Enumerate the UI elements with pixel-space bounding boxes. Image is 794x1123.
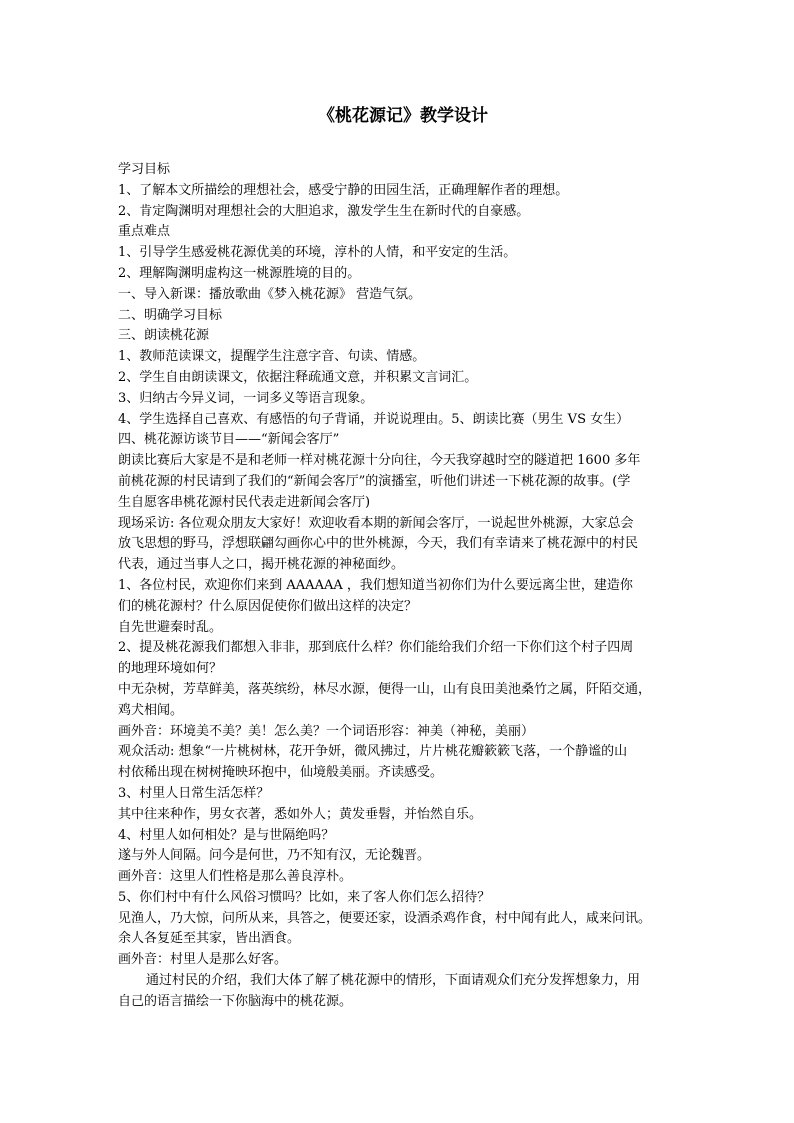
text-line: 自己的语言描绘一下你脑海中的桃花源。 — [118, 993, 353, 1009]
text-line: 画外音：环境美不美？美！怎么美？一个词语形容：神美（神秘，美丽） — [118, 723, 535, 739]
text-line: 1、各位村民，欢迎你们来到 AAAAAA ，我们想知道当初你们为什么要远离尘世，建造你 — [118, 577, 633, 593]
text-line: 见渔人，乃大惊，问所从来，具答之，便要还家，设酒杀鸡作食，村中闻有此人，咸来问讯。 — [118, 910, 652, 926]
text-line: 三、朗读桃花源 — [118, 328, 210, 344]
text-line: 代表，通过当事人之口，揭开桃花源的神秘面纱。 — [118, 557, 405, 573]
text-line: 余人各复延至其家，皆出酒食。 — [118, 931, 301, 947]
text-line: 2、提及桃花源我们都想入非非，那到底什么样？你们能给我们介绍一下你们这个村子四周 — [118, 640, 634, 656]
text-line: 朗读比赛后大家是不是和老师一样对桃花源十分向往，今天我穿越时空的隧道把 1600 多年 — [118, 453, 641, 469]
text-line: 通过村民的介绍，我们大体了解了桃花源中的情形，下面请观众们充分发挥想象力，用 — [146, 973, 641, 989]
document-body — [118, 160, 678, 1013]
text-line: 鸡犬相闻。 — [118, 702, 184, 718]
text-line: 3、村里人日常生活怎样？ — [118, 785, 270, 801]
text-line: 放飞思想的野马，浮想联翩勾画你心中的世外桃源，今天，我们有幸请来了桃花源中的村民 — [118, 536, 639, 552]
text-line: 1、教师范读课文，提醒学生注意字音、句读、情感。 — [118, 349, 426, 365]
text-line: 画外音：这里人们性格是那么善良淳朴。 — [118, 869, 353, 885]
text-line: 村依稀出现在树树掩映环抱中，仙境般美丽。齐读感受。 — [118, 765, 444, 781]
text-line: 重点难点 — [118, 224, 171, 240]
text-line: 们的桃花源村？什么原因促使你们做出这样的决定？ — [118, 598, 418, 614]
text-line: 四、桃花源访谈节目——“新闻会客厅” — [118, 432, 340, 448]
text-line: 1、引导学生感爱桃花源优美的环境，淳朴的人情，和平安定的生活。 — [118, 245, 517, 261]
text-line: 的地理环境如何？ — [118, 661, 223, 677]
text-line: 学习目标 — [118, 162, 171, 177]
text-line: 生自愿客串桃花源村民代表走进新闻会客厅) — [118, 494, 371, 510]
text-line: 2、理解陶渊明虚构这一桃源胜境的目的。 — [118, 265, 361, 281]
text-line: 4、学生选择自己喜欢、有感悟的句子背诵，并说说理由。5、朗读比赛（男生 VS 女生） — [118, 411, 630, 427]
text-line: 遂与外人间隔。问今是何世，乃不知有汉，无论魏晋。 — [118, 848, 431, 864]
text-line: 2、肯定陶渊明对理想社会的大胆追求，激发学生生在新时代的自豪感。 — [118, 203, 530, 219]
text-line: 画外音：村里人是那么好客。 — [118, 952, 288, 968]
text-line: 二、明确学习目标 — [118, 307, 223, 323]
text-line: 5、你们村中有什么风俗习惯吗？比如，来了客人你们怎么招待？ — [118, 889, 491, 905]
text-line: 1、了解本文所描绘的理想社会，感受宁静的田园生活，正确理解作者的理想。 — [118, 182, 569, 198]
text-line: 4、村里人如何相处？是与世隔绝吗？ — [118, 827, 335, 843]
text-line: 2、学生自由朗读课文，依据注释疏通文意，并积累文言词汇。 — [118, 369, 478, 385]
text-line: 前桃花源的村民请到了我们的“新闻会客厅”的演播室，听他们讲述一下桃花源的故事。(学 — [118, 473, 631, 489]
text-line: 其中往来种作，男女衣著，悉如外人；黄发垂髫，并怡然自乐。 — [118, 806, 483, 822]
document-title: 《桃花源记》教学设计 — [318, 106, 488, 126]
text-line: 现场采访: 各位观众朋友大家好！欢迎收看本期的新闻会客厅，一说起世外桃源，大家总会 — [118, 515, 634, 531]
text-line: 3、归纳古今异义词，一词多义等语言现象。 — [118, 390, 374, 406]
text-line: 一、导入新课：播放歌曲《梦入桃花源》 营造气氛。 — [118, 286, 422, 302]
text-line: 自先世避秦时乱。 — [118, 619, 223, 635]
text-line: 观众活动: 想象“一片桃树林，花开争妍，微风拂过，片片桃花瓣簌簌飞落，一个静谧的山 — [118, 744, 628, 760]
text-line: 中无杂树，芳草鲜美，落英缤纷，林尽水源，便得一山，山有良田美池桑竹之属，阡陌交通， — [118, 681, 652, 697]
